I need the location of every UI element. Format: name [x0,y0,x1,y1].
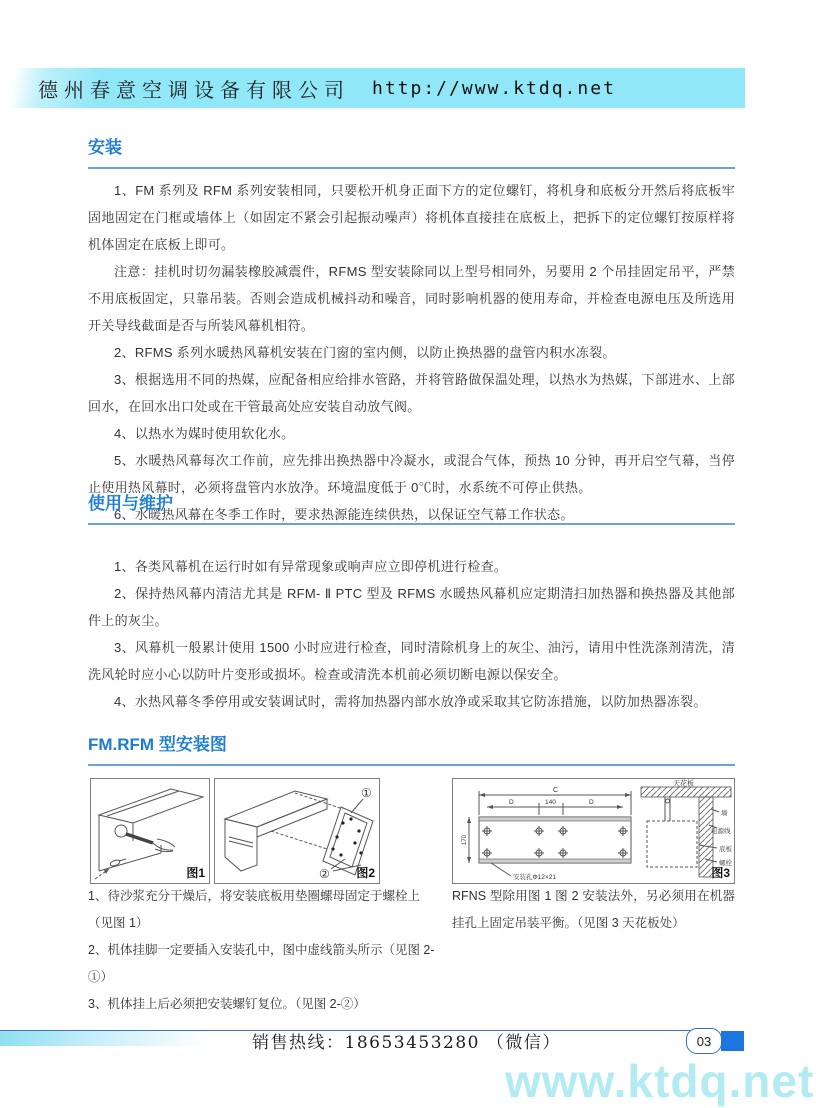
figure-3-label: 图3 [711,866,730,880]
fig3-dim-d2: D [589,799,594,806]
section-maintenance [88,494,735,715]
figure-2-label: 图2 [356,866,375,880]
section-installation-diagram [88,735,735,1011]
install-paragraphs [88,177,735,528]
fig2-unit-illustration [215,779,379,883]
install-paragraph: 2、RFMS 系列水暖热风幕机安装在门窗的室内侧，以防止换热器的盘管内积水冻裂。 [114,345,616,360]
section-title-install: 安装 [88,138,735,169]
diagram-notes-right [452,883,735,937]
diagram-note: 1、待沙浆充分干燥后，将安装底板用垫圈螺母固定于螺栓上（见图 1） [88,889,420,930]
fig3-dim-h: 170 [462,834,468,845]
install-paragraph: 5、水暖热风幕每次工作前，应先排出换热器中冷凝水，或混合气体，预热 10 分钟，再开启空气幕，当停止使用热风幕时，必须将盘管内水放净。环境温度低于 0℃时，水系统不可停止供热。 [88,453,735,495]
figure-1-label: 图1 [186,866,205,880]
maintenance-paragraph: 2、保持热风幕内清洁尤其是 RFM- Ⅱ PTC 型及 RFMS 水暖热风幕机应定期清扫加热器和换热器及其他部件上的灰尘。 [88,586,735,628]
site-watermark: www.ktdq.net [505,1055,815,1107]
maintenance-paragraph: 4、水热风幕冬季停用或安装调试时，需将加热器内部水放净或采取其它防冻措施，以防加热器冻裂。 [114,694,707,709]
fig3-plate-label: 底板 [719,846,732,853]
install-paragraph-note: 注意：挂机时切勿漏装橡胶减震件，RFMS 型安装除同以上型号相同外，另要用 2 个吊挂固定吊平，严禁不用底板固定，只靠吊装。否则会造成机械抖动和噪音，同时影响机器的使用寿命，并检查电源电压及所选用开关导线截面是否与所装风幕机相符。 [88,264,735,333]
header-bar [0,68,745,108]
company-name: 德州春意空调设备有限公司 [38,77,350,102]
install-paragraph: 6、水暖热风幕在冬季工作时，要求热源能连续供热，以保证空气幕工作状态。 [114,507,574,522]
section-install [88,138,735,528]
fig3-dim-mid: 140 [545,799,556,806]
fig3-wall-label: 墙 [721,810,728,817]
fig3-bolt-label: 螺栓 [719,860,732,867]
fig2-mark-1: ① [361,786,372,800]
fig3-dimension-drawing [453,779,734,883]
diagram-note: 3、机体挂上后必须把安装螺钉复位。（见图 2-②） [88,997,366,1011]
company-url-link[interactable]: http://www.ktdq.net [372,77,616,99]
page-number-accent-square [721,1031,744,1051]
fig3-ceiling-label: 天花板 [673,780,694,788]
install-paragraph: 3、根据选用不同的热媒，应配备相应给排水管路，并将管路做保温处理，以热水为热媒，下部进水、上部回水，在回水出口处或在干管最高处应安装自动放气阀。 [88,372,735,414]
diagram-note-rfns: RFNS 型除用图 1 图 2 安装法外，另必须用在机器挂孔上固定吊装平衡。（见图 3 天花板处） [452,889,735,930]
figures-row [88,778,735,884]
diagram-notes-left [88,883,438,1018]
fig3-dim-d1: D [509,799,514,806]
maintenance-paragraph: 3、风幕机一般累计使用 1500 小时应进行检查，同时清除机身上的灰尘、油污，请用中性洗涤剂清洗，清洗风轮时应小心以防叶片变形或损坏。检查或清洗本机前必须切断电源以保安全。 [88,640,735,682]
fig3-hole-note: 安装孔Φ12×21 [513,874,556,881]
fig3-dim-c: C [553,787,559,794]
fig2-mark-2: ② [319,867,330,881]
maintenance-paragraphs [88,553,735,715]
section-title-maintenance: 使用与维护 [88,494,735,525]
diagram-note: 2、机体挂脚一定要插入安装孔中，图中虚线箭头所示（见图 2-①） [88,943,435,984]
page-number-badge [686,1028,722,1054]
figure-2-box [214,778,380,884]
install-paragraph: 4、以热水为媒时使用软化水。 [114,426,295,441]
figure-3-box [452,778,735,884]
page-number: 03 [696,1033,712,1049]
maintenance-paragraph: 1、各类风幕机在运行时如有异常现象或响声应立即停机进行检查。 [114,559,508,574]
install-paragraph: 1、FM 系列及 RFM 系列安装相同，只要松开机身正面下方的定位螺钉，将机身和底板分开然后将底板牢固地固定在门框或墙体上（如固定不紧会引起振动噪声）将机体直接挂在底板上，把拆下的定位螺钉按原样将机体固定在底板上即可。 [88,183,735,252]
section-title-diagram: FM.RFM 型安装图 [88,735,735,766]
fig3-power-label: 电源线 [711,828,731,835]
figure-1-box [90,778,210,884]
sales-hotline: 销售热线：18653453280 （微信） [252,1033,561,1053]
